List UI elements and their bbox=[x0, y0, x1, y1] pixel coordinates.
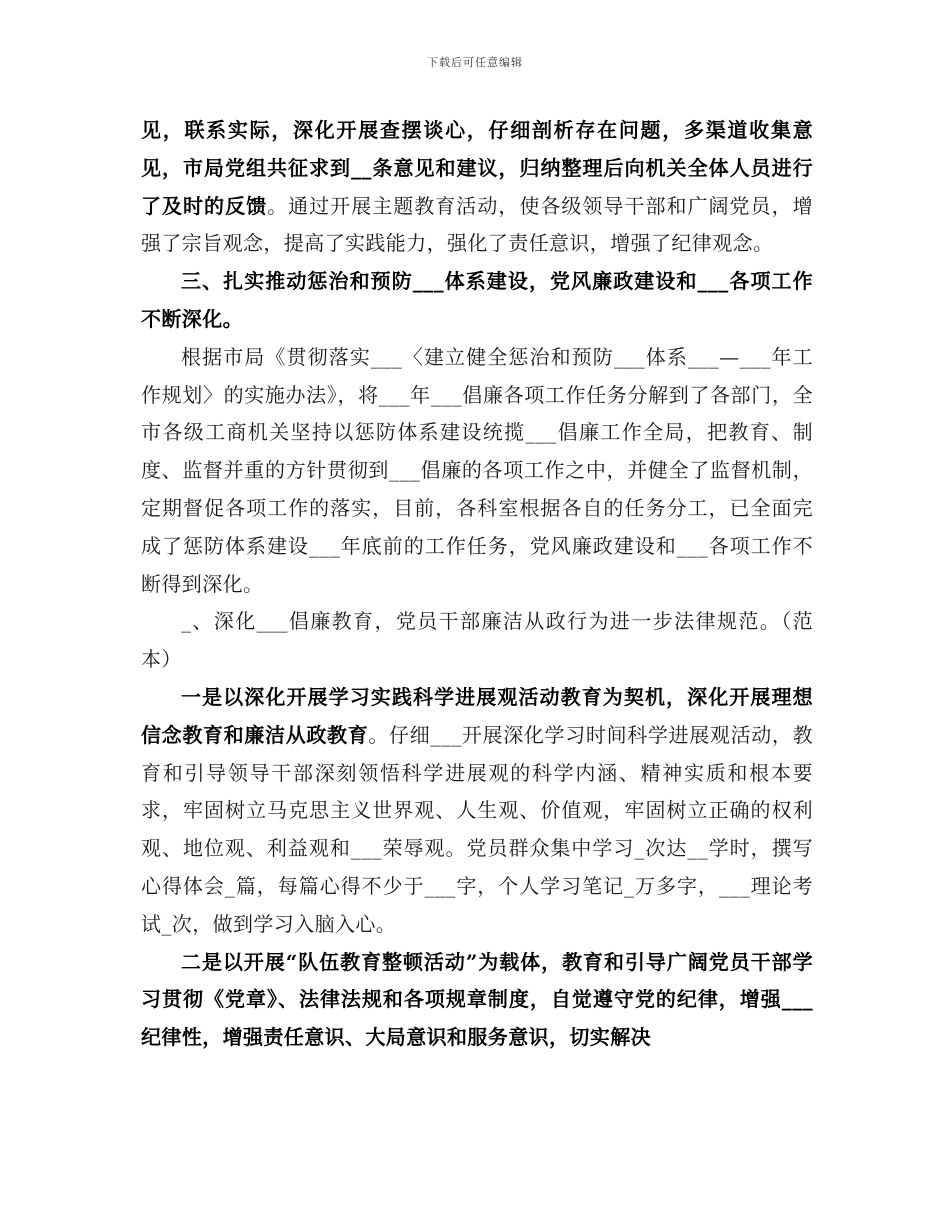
paragraph-continuation bbox=[141, 112, 813, 263]
document-body bbox=[141, 112, 813, 1057]
body-text: 。通过开展主题教育活动，使各级领导干部和广阔党员，增强了宗旨观念，提高了实践能力，强化了责任意识，增强了纪律观念。 bbox=[141, 193, 813, 256]
section-heading-four bbox=[141, 603, 813, 679]
body-text: 根据市局《贯彻落实___〈建立健全惩治和预防___体系___—___年工作规划〉的实施办法》，将___年___倡廉各项工作任务分解到了各部门，全市各级工商机关坚持以惩防体系建设统揽___倡廉工作全局，把教育、制度、监督并重的方针贯彻到___倡廉的各项工作之中，并健全了监督机制，定期督促各项工作的落实，目前，各科室根据各自的任务分工，已全面完成了惩防体系建设___年底前的工作任务，党风廉政建设和___各项工作不断得到深化。 bbox=[141, 344, 813, 596]
bold-text: 二是以开展“队伍教育整顿活动”为载体，教育和引导广阔党员干部学习贯彻《党章》、法律法规和各项规章制度，自觉遵守党的纪律，增强___纪律性，增强责任意识、大局意识和服务意识，切实解决 bbox=[141, 949, 813, 1050]
section-heading-three bbox=[141, 263, 813, 339]
bold-text: 见，联系实际，深化开展查摆谈心，仔细剖析存在问题，多渠道收集意见，市局党组共征求到__条意见和建议，归纳整理后向机关全体人员进行了及时的反馈 bbox=[141, 118, 813, 218]
bold-text: 一是以深化开展学习实践科学进展观活动教育为契机，深化开展理想信念教育和廉洁从政教育 bbox=[141, 684, 813, 747]
page-header-note: 下载后可任意编辑 bbox=[427, 56, 523, 69]
paragraph-point-one bbox=[141, 679, 813, 944]
heading-text: 三、扎实推动惩治和预防___体系建设，党风廉政建设和___各项工作不断深化。 bbox=[141, 269, 813, 331]
paragraph-implementation bbox=[141, 339, 813, 604]
paragraph-point-two bbox=[141, 944, 813, 1057]
body-text: 。仔细___开展深化学习时间科学进展观活动，教育和引导领导干部深刻领悟科学进展观的科学内涵、精神实质和根本要求，牢固树立马克思主义世界观、人生观、价值观，牢固树立正确的权利观、地位观、利益观和___荣辱观。党员群众集中学习_次达__学时，撰写心得体会_篇，每篇心得不少于___字，个人学习笔记_万多字，___理论考试_次，做到学习入脑入心。 bbox=[141, 722, 814, 936]
heading-text: _、深化___倡廉教育，党员干部廉洁从政行为进一步法律规范。（范本） bbox=[141, 609, 813, 672]
